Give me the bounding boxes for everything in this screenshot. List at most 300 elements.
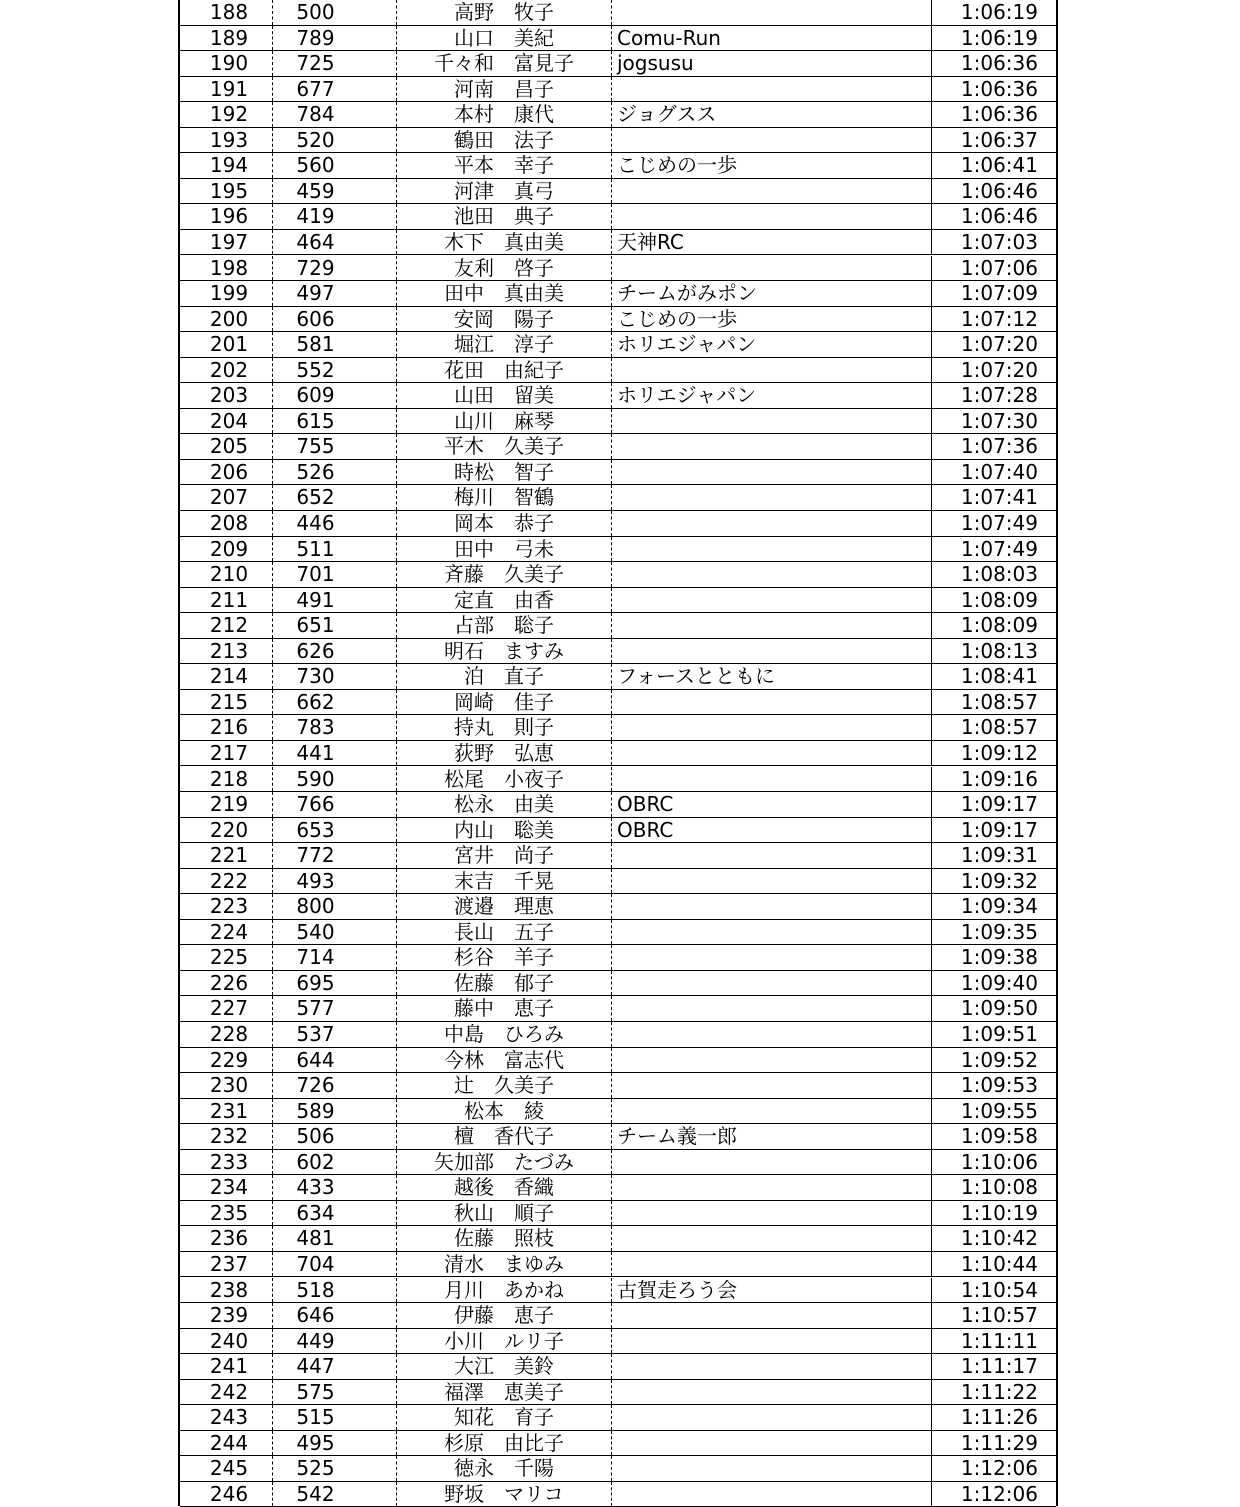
table-row [180,1329,1056,1355]
team-name-cell: jogsusu [612,51,932,76]
rank-cell: 193 [180,128,273,153]
results-table [178,0,1058,1506]
bib-number-cell: 704 [273,1252,397,1277]
runner-name-cell: 末吉 千晃 [397,869,612,894]
runner-name-cell: 佐藤 照枝 [397,1226,612,1251]
bib-number-cell: 526 [273,460,397,485]
rank-cell: 237 [180,1252,273,1277]
table-row [180,562,1056,588]
bib-number-cell: 581 [273,332,397,357]
rank-cell: 234 [180,1175,273,1200]
bib-number-cell: 525 [273,1456,397,1481]
finish-time-cell: 1:07:40 [960,459,1038,484]
bib-number-cell: 646 [273,1303,397,1328]
runner-name-cell: 岡本 恭子 [397,511,612,536]
finish-time-cell: 1:08:09 [960,587,1038,612]
table-row [180,1073,1056,1099]
finish-time-cell: 1:06:36 [960,102,1038,127]
bib-number-cell: 644 [273,1048,397,1073]
rank-cell: 228 [180,1022,273,1047]
finish-time-cell: 1:07:28 [960,383,1038,408]
rank-cell: 233 [180,1150,273,1175]
rank-cell: 190 [180,51,273,76]
team-name-cell [612,1201,932,1226]
team-name-cell [612,1482,932,1507]
finish-time-cell: 1:09:53 [960,1073,1038,1098]
rank-cell: 230 [180,1073,273,1098]
rank-cell: 244 [180,1431,273,1456]
rank-cell: 191 [180,77,273,102]
team-name-cell [612,1175,932,1200]
table-row [180,1278,1056,1304]
table-row [180,332,1056,358]
bib-number-cell: 542 [273,1482,397,1507]
rank-cell: 245 [180,1456,273,1481]
finish-time-cell: 1:11:22 [960,1379,1038,1404]
runner-name-cell: 平本 幸子 [397,153,612,178]
rank-cell: 227 [180,996,273,1021]
runner-name-cell: 占部 聡子 [397,613,612,638]
rank-cell: 189 [180,26,273,51]
team-name-cell [612,869,932,894]
team-name-cell [612,77,932,102]
bib-number-cell: 589 [273,1099,397,1124]
runner-name-cell: 松永 由美 [397,792,612,817]
rank-cell: 221 [180,843,273,868]
table-row [180,894,1056,920]
rank-cell: 224 [180,920,273,945]
table-row [180,230,1056,256]
table-row [180,51,1056,77]
table-row [180,690,1056,716]
team-name-cell [612,511,932,536]
bib-number-cell: 511 [273,537,397,562]
rank-cell: 239 [180,1303,273,1328]
rank-cell: 198 [180,256,273,281]
finish-time-cell: 1:07:49 [960,511,1038,535]
finish-time-cell: 1:07:20 [960,332,1038,357]
table-row [180,1380,1056,1406]
finish-time-cell: 1:12:06 [960,1456,1038,1481]
bib-number-cell: 433 [273,1175,397,1200]
table-row [180,1048,1056,1074]
finish-time-cell: 1:11:11 [960,1328,1038,1353]
team-name-cell [612,1329,932,1354]
runner-name-cell: 堀江 淳子 [397,332,612,357]
bib-number-cell: 800 [273,894,397,919]
team-name-cell [612,1456,932,1481]
team-name-cell: OBRC [612,792,932,817]
runner-name-cell: 野坂 マリコ [397,1482,612,1507]
table-row [180,1022,1056,1048]
team-name-cell: こじめの一歩 [612,307,932,332]
runner-name-cell: 藤中 恵子 [397,996,612,1021]
team-name-cell: 古賀走ろう会 [612,1278,932,1303]
bib-number-cell: 449 [273,1329,397,1354]
bib-number-cell: 419 [273,204,397,229]
finish-time-cell: 1:10:44 [960,1251,1038,1276]
finish-time-cell: 1:09:32 [960,868,1038,893]
team-name-cell [612,1380,932,1405]
bib-number-cell: 602 [273,1150,397,1175]
rank-cell: 223 [180,894,273,919]
finish-time-cell: 1:06:19 [960,0,1038,24]
rank-cell: 243 [180,1405,273,1430]
table-row [180,920,1056,946]
team-name-cell [612,690,932,715]
team-name-cell [612,741,932,766]
rank-cell: 213 [180,639,273,664]
rank-cell: 195 [180,179,273,204]
rank-cell: 206 [180,460,273,485]
team-name-cell [612,1226,932,1251]
bib-number-cell: 701 [273,562,397,587]
rank-cell: 203 [180,383,273,408]
finish-time-cell: 1:07:49 [960,536,1038,561]
finish-time-cell: 1:10:06 [960,1149,1038,1174]
runner-name-cell: 時松 智子 [397,460,612,485]
rank-cell: 215 [180,690,273,715]
runner-name-cell: 泊 直子 [397,664,612,689]
table-row [180,664,1056,690]
finish-time-cell: 1:10:57 [960,1303,1038,1328]
bib-number-cell: 537 [273,1022,397,1047]
table-row [180,1175,1056,1201]
team-name-cell [612,1303,932,1328]
runner-name-cell: 木下 真由美 [397,230,612,255]
bib-number-cell: 495 [273,1431,397,1456]
rank-cell: 214 [180,664,273,689]
runner-name-cell: 鶴田 法子 [397,128,612,153]
rank-cell: 211 [180,588,273,613]
rank-cell: 241 [180,1354,273,1379]
table-row [180,358,1056,384]
table-row [180,818,1056,844]
runner-name-cell: 河南 昌子 [397,77,612,102]
rank-cell: 222 [180,869,273,894]
table-row [180,1354,1056,1380]
bib-number-cell: 575 [273,1380,397,1405]
finish-time-cell: 1:07:30 [960,408,1038,433]
finish-time-cell: 1:07:03 [960,229,1038,254]
finish-time-cell: 1:06:46 [960,178,1038,203]
rank-cell: 210 [180,562,273,587]
rank-cell: 218 [180,767,273,792]
bib-number-cell: 577 [273,996,397,1021]
team-name-cell [612,1099,932,1124]
rank-cell: 238 [180,1278,273,1303]
bib-number-cell: 677 [273,77,397,102]
runner-name-cell: 安岡 陽子 [397,307,612,332]
finish-time-cell: 1:10:42 [960,1226,1038,1251]
team-name-cell [612,358,932,383]
table-row [180,102,1056,128]
runner-name-cell: 内山 聡美 [397,818,612,843]
rank-cell: 226 [180,971,273,996]
rank-cell: 207 [180,485,273,510]
rank-cell: 212 [180,613,273,638]
finish-time-cell: 1:09:51 [960,1022,1038,1046]
team-name-cell: チームがみポン [612,281,932,306]
finish-time-cell: 1:12:06 [960,1481,1038,1506]
bib-number-cell: 662 [273,690,397,715]
runner-name-cell: 杉谷 羊子 [397,945,612,970]
bib-number-cell: 506 [273,1124,397,1149]
finish-time-cell: 1:09:50 [960,996,1038,1021]
finish-time-cell: 1:09:35 [960,919,1038,944]
bib-number-cell: 626 [273,639,397,664]
bib-number-cell: 606 [273,307,397,332]
table-row [180,1303,1056,1329]
rank-cell: 196 [180,204,273,229]
team-name-cell: フォースとともに [612,664,932,689]
runner-name-cell: 明石 ますみ [397,639,612,664]
bib-number-cell: 651 [273,613,397,638]
bib-number-cell: 590 [273,767,397,792]
team-name-cell: ホリエジャパン [612,383,932,408]
runner-name-cell: 河津 真弓 [397,179,612,204]
rank-cell: 216 [180,715,273,740]
team-name-cell [612,1150,932,1175]
rank-cell: 197 [180,230,273,255]
runner-name-cell: 越後 香織 [397,1175,612,1200]
runner-name-cell: 杉原 由比子 [397,1431,612,1456]
bib-number-cell: 695 [273,971,397,996]
runner-name-cell: 辻 久美子 [397,1073,612,1098]
bib-number-cell: 446 [273,511,397,536]
team-name-cell [612,256,932,281]
team-name-cell [612,0,932,25]
bib-number-cell: 784 [273,102,397,127]
rank-cell: 208 [180,511,273,536]
runner-name-cell: 大江 美鈴 [397,1354,612,1379]
runner-name-cell: 平木 久美子 [397,434,612,459]
bib-number-cell: 725 [273,51,397,76]
rank-cell: 205 [180,434,273,459]
bib-number-cell: 518 [273,1278,397,1303]
team-name-cell [612,920,932,945]
runner-name-cell: 矢加部 たづみ [397,1150,612,1175]
table-row [180,1405,1056,1431]
finish-time-cell: 1:09:40 [960,970,1038,995]
table-row [180,256,1056,282]
bib-number-cell: 609 [273,383,397,408]
rank-cell: 236 [180,1226,273,1251]
team-name-cell [612,639,932,664]
table-row [180,1124,1056,1150]
runner-name-cell: 清水 まゆみ [397,1252,612,1277]
runner-name-cell: 長山 五子 [397,920,612,945]
team-name-cell [612,460,932,485]
finish-time-cell: 1:08:41 [960,664,1038,689]
table-row [180,179,1056,205]
table-row [180,383,1056,409]
bib-number-cell: 441 [273,741,397,766]
team-name-cell: こじめの一歩 [612,153,932,178]
rank-cell: 201 [180,332,273,357]
rank-cell: 229 [180,1048,273,1073]
finish-time-cell: 1:07:12 [960,306,1038,331]
table-row [180,1482,1056,1507]
runner-name-cell: 山口 美紀 [397,26,612,51]
table-row [180,434,1056,460]
table-row [180,281,1056,307]
table-row [180,945,1056,971]
table-row [180,767,1056,793]
rank-cell: 209 [180,537,273,562]
finish-time-cell: 1:09:52 [960,1047,1038,1072]
runner-name-cell: 友利 啓子 [397,256,612,281]
finish-time-cell: 1:07:36 [960,434,1038,459]
team-name-cell: 天神RC [612,230,932,255]
bib-number-cell: 515 [273,1405,397,1430]
finish-time-cell: 1:07:20 [960,357,1038,382]
finish-time-cell: 1:10:08 [960,1175,1038,1200]
table-row [180,741,1056,767]
bib-number-cell: 481 [273,1226,397,1251]
team-name-cell [612,1354,932,1379]
finish-time-cell: 1:06:36 [960,51,1038,76]
bib-number-cell: 520 [273,128,397,153]
runner-name-cell: 定直 由香 [397,588,612,613]
team-name-cell [612,767,932,792]
table-row [180,588,1056,614]
runner-name-cell: 荻野 弘恵 [397,741,612,766]
team-name-cell [612,204,932,229]
runner-name-cell: 秋山 順子 [397,1201,612,1226]
finish-time-cell: 1:06:46 [960,204,1038,229]
rank-cell: 246 [180,1482,273,1507]
finish-time-cell: 1:06:37 [960,127,1038,152]
rank-cell: 242 [180,1380,273,1405]
finish-time-cell: 1:08:03 [960,562,1038,587]
table-row [180,128,1056,154]
team-name-cell [612,179,932,204]
runner-name-cell: 高野 牧子 [397,0,612,25]
table-row [180,307,1056,333]
table-row [180,869,1056,895]
bib-number-cell: 560 [273,153,397,178]
rank-cell: 200 [180,307,273,332]
table-row [180,460,1056,486]
runner-name-cell: 山田 留美 [397,383,612,408]
rank-cell: 235 [180,1201,273,1226]
team-name-cell [612,128,932,153]
runner-name-cell: 檀 香代子 [397,1124,612,1149]
finish-time-cell: 1:09:58 [960,1124,1038,1149]
table-row [180,996,1056,1022]
runner-name-cell: 中島 ひろみ [397,1022,612,1047]
team-name-cell: Comu-Run [612,26,932,51]
team-name-cell [612,1048,932,1073]
rank-cell: 202 [180,358,273,383]
rank-cell: 240 [180,1329,273,1354]
bib-number-cell: 497 [273,281,397,306]
table-row [180,153,1056,179]
table-row [180,409,1056,435]
runner-name-cell: 池田 典子 [397,204,612,229]
rank-cell: 188 [180,0,273,25]
runner-name-cell: 宮井 尚子 [397,843,612,868]
bib-number-cell: 714 [273,945,397,970]
finish-time-cell: 1:06:36 [960,76,1038,101]
rank-cell: 232 [180,1124,273,1149]
finish-time-cell: 1:08:13 [960,638,1038,663]
table-row [180,77,1056,103]
bib-number-cell: 491 [273,588,397,613]
bib-number-cell: 730 [273,664,397,689]
finish-time-cell: 1:07:06 [960,255,1038,280]
bib-number-cell: 464 [273,230,397,255]
bib-number-cell: 783 [273,715,397,740]
runner-name-cell: 伊藤 恵子 [397,1303,612,1328]
bib-number-cell: 789 [273,26,397,51]
table-row [180,843,1056,869]
runner-name-cell: 田中 弓未 [397,537,612,562]
team-name-cell [612,1022,932,1047]
table-row [180,1226,1056,1252]
finish-time-cell: 1:09:12 [960,740,1038,765]
rank-cell: 220 [180,818,273,843]
runner-name-cell: 松尾 小夜子 [397,767,612,792]
bib-number-cell: 552 [273,358,397,383]
runner-name-cell: 千々和 富見子 [397,51,612,76]
team-name-cell [612,562,932,587]
finish-time-cell: 1:11:29 [960,1430,1038,1455]
bib-number-cell: 653 [273,818,397,843]
team-name-cell [612,537,932,562]
team-name-cell [612,485,932,510]
rank-cell: 192 [180,102,273,127]
team-name-cell: ホリエジャパン [612,332,932,357]
finish-time-cell: 1:09:34 [960,894,1038,919]
runner-name-cell: 月川 あかね [397,1278,612,1303]
finish-time-cell: 1:08:09 [960,613,1038,638]
team-name-cell [612,996,932,1021]
finish-time-cell: 1:09:16 [960,766,1038,791]
runner-name-cell: 佐藤 郁子 [397,971,612,996]
bib-number-cell: 766 [273,792,397,817]
rank-cell: 204 [180,409,273,434]
table-row [180,1099,1056,1125]
table-row [180,204,1056,230]
rank-cell: 225 [180,945,273,970]
bib-number-cell: 772 [273,843,397,868]
table-row [180,792,1056,818]
finish-time-cell: 1:09:38 [960,945,1038,970]
runner-name-cell: 梅川 智鶴 [397,485,612,510]
table-row [180,1201,1056,1227]
finish-time-cell: 1:09:17 [960,817,1038,842]
team-name-cell [612,971,932,996]
bib-number-cell: 540 [273,920,397,945]
finish-time-cell: 1:10:19 [960,1200,1038,1225]
rank-cell: 231 [180,1099,273,1124]
finish-time-cell: 1:09:31 [960,843,1038,868]
team-name-cell [612,434,932,459]
finish-time-cell: 1:06:19 [960,25,1038,50]
bib-number-cell: 726 [273,1073,397,1098]
runner-name-cell: 山川 麻琴 [397,409,612,434]
runner-name-cell: 小川 ルリ子 [397,1329,612,1354]
finish-time-cell: 1:11:17 [960,1354,1038,1379]
runner-name-cell: 花田 由紀子 [397,358,612,383]
bib-number-cell: 493 [273,869,397,894]
runner-name-cell: 渡邉 理恵 [397,894,612,919]
finish-time-cell: 1:07:09 [960,281,1038,306]
table-row [180,26,1056,52]
table-row [180,485,1056,511]
